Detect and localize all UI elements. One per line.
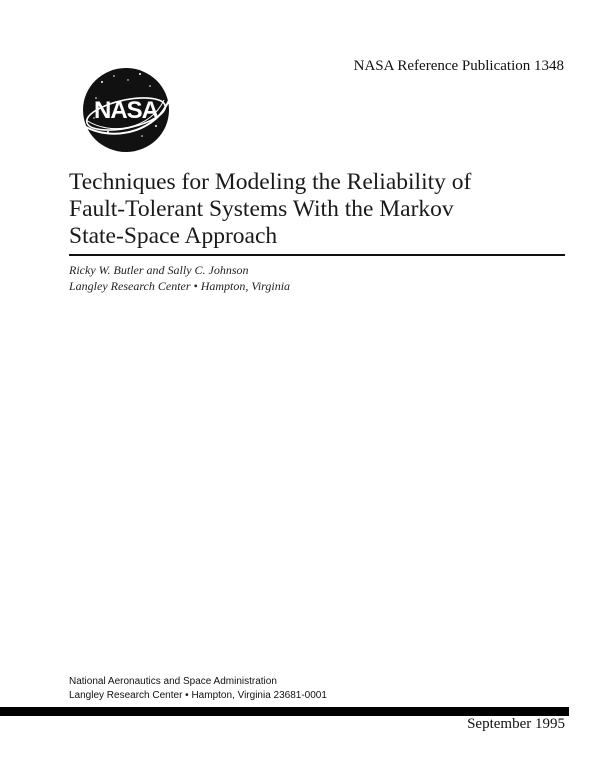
title-line-3: State-Space Approach [69, 223, 278, 249]
publication-number: NASA Reference Publication 1348 [353, 58, 564, 74]
title-line-1: Techniques for Modeling the Reliability of [69, 169, 472, 195]
nasa-logo-text: NASA [93, 97, 159, 124]
agency-name: National Aeronautics and Space Administration [69, 676, 277, 687]
agency-address: Langley Research Center • Hampton, Virginia 23681-0001 [69, 690, 327, 701]
affiliation: Langley Research Center • Hampton, Virginia [69, 279, 291, 293]
report-title [69, 169, 569, 250]
title-divider [69, 254, 565, 256]
publication-date: September 1995 [467, 716, 565, 732]
nasa-logo-icon [72, 60, 190, 154]
authors: Ricky W. Butler and Sally C. Johnson [69, 263, 249, 277]
footer-bar [0, 707, 569, 716]
title-line-2: Fault-Tolerant Systems With the Markov [69, 196, 454, 222]
